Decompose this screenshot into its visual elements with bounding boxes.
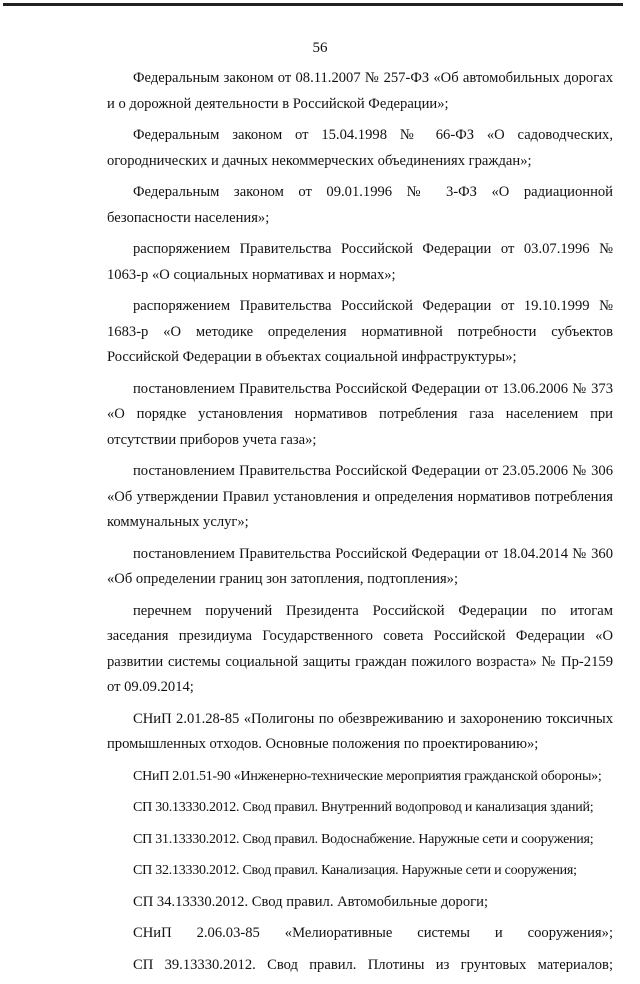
paragraph-snip-2-01-28: СНиП 2.01.28-85 «Полигоны по обезвреживанию и захоронению токсичных промышленных отходов. Основные положения по проектированию»; xyxy=(107,710,613,752)
paragraph-fz-3: Федеральным законом от 09.01.1996 № 3-ФЗ «О радиационной безопасности населения»; xyxy=(107,184,613,226)
paragraph-president-list: перечнем поручений Президента Российской Федерации по итогам заседания президиума Государственного совета Российской Федерации «О развитии системы социальной защиты граждан пожилого возраста» № Пр-2159 от 09.09.2014; xyxy=(107,602,613,695)
paragraph-fz-257: Федеральным законом от 08.11.2007 № 257-ФЗ «Об автомобильных дорогах и о дорожной деятельности в Российской Федерации»; xyxy=(107,70,613,112)
page-number: 56 xyxy=(312,40,328,56)
paragraph-resolution-306: постановлением Правительства Российской Федерации от 23.05.2006 № 306 «Об утверждении Правил установления и определения нормативов потребления коммунальных услуг»; xyxy=(107,463,613,530)
paragraph-sp-30: СП 30.13330.2012. Свод правил. Внутренний водопровод и канализация зданий; xyxy=(133,800,594,815)
paragraph-order-1683: распоряжением Правительства Российской Федерации от 19.10.1999 № 1683-р «О методике определения нормативной потребности субъектов Российской Федерации в объектах социальной инфраструктуры»; xyxy=(107,298,613,365)
paragraph-order-1063: распоряжением Правительства Российской Федерации от 03.07.1996 № 1063-р «О социальных нормативах и нормах»; xyxy=(107,241,613,283)
paragraph-resolution-373: постановлением Правительства Российской Федерации от 13.06.2006 № 373 «О порядке установления нормативов потребления газа населением при отсутствии приборов учета газа»; xyxy=(107,380,613,448)
paragraph-sp-39: СП 39.13330.2012. Свод правил. Плотины из грунтовых материалов; xyxy=(133,956,613,973)
paragraph-resolution-360: постановлением Правительства Российской Федерации от 18.04.2014 № 360 «Об определении границ зон затопления, подтопления»; xyxy=(107,545,613,587)
paragraph-sp-31: СП 31.13330.2012. Свод правил. Водоснабжение. Наружные сети и сооружения; xyxy=(133,831,594,847)
document-body xyxy=(107,66,613,984)
top-rule xyxy=(3,3,623,6)
paragraph-snip-2-01-51: СНиП 2.01.51-90 «Инженерно-технические мероприятия гражданской обороны»; xyxy=(133,768,602,784)
paragraph-fz-66: Федеральным законом от 15.04.1998 № 66-ФЗ «О садоводческих, огороднических и дачных некоммерческих объединениях граждан»; xyxy=(107,127,613,169)
paragraph-sp-34: СП 34.13330.2012. Свод правил. Автомобильные дороги; xyxy=(133,893,489,910)
paragraph-snip-2-06-03: СНиП 2.06.03-85 «Мелиоративные системы и сооружения»; xyxy=(133,925,613,941)
paragraph-sp-32: СП 32.13330.2012. Свод правил. Канализация. Наружные сети и сооружения; xyxy=(133,863,577,878)
